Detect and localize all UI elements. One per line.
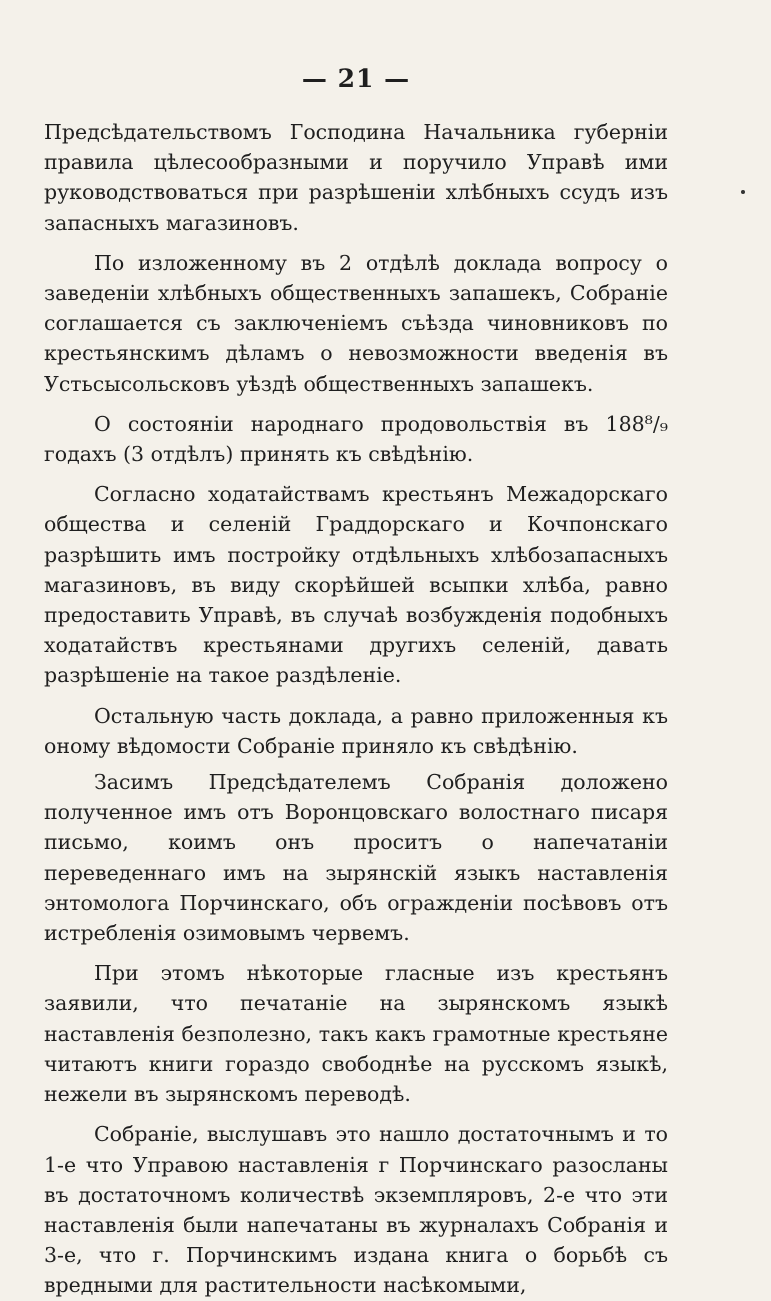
paragraph-2: По изложенному въ 2 отдѣлѣ доклада вопросу о заведеніи хлѣбныхъ общественныхъ запашекъ, Собраніе соглашается съ заключеніемъ съѣзда чиновниковъ по крестьянскимъ дѣламъ о невозможности введенія въ Устьсысольсковъ уѣздѣ общественныхъ запашекъ. [44,250,668,396]
paragraph-4: Согласно ходатайствамъ крестьянъ Межадорскаго общества и селеній Граддорскаго и Кочпонскаго разрѣшить имъ постройку отдѣльныхъ хлѣбозапасныхъ магазиновъ, въ виду скорѣйшей всыпки хлѣба, равно предоставить Управѣ, въ случаѣ возбужденія подобныхъ ходатайствъ крестьянами другихъ селеній, давать разрѣшеніе на такое раздѣленіе. [44,482,668,688]
page-number: — 21 — [301,64,411,93]
stray-mark [741,190,745,194]
paragraph-6: Засимъ Предсѣдателемъ Собранія доложено полученное имъ отъ Воронцовскаго волостнаго писаря письмо, коимъ онъ проситъ о напечатаніи переведеннаго имъ на зырянскій языкъ наставленія энтомолога Порчинскаго, объ огражденіи посѣвовъ отъ истребленія озимовымъ червемъ. [44,770,668,946]
paragraph-3: О состояніи народнаго продовольствія въ 188⁸/₉ годахъ (3 отдѣлъ) принять къ свѣдѣнію. [44,411,668,467]
paragraph-8: Собраніе, выслушавъ это нашло достаточнымъ и то 1-е что Управою наставленія г Порчинскаго разосланы въ достаточномъ количествѣ экземпляровъ, 2-е что эти наставленія были напечатаны въ журналахъ Собранія и 3-е, что г. Порчинскимъ издана книга о борьбѣ съ вредными для растительности насѣкомыми, [44,1122,668,1298]
paragraph-7: При этомъ нѣкоторые гласные изъ крестьянъ заявили, что печатаніе на зырянскомъ языкѣ наставленія безполезно, такъ какъ грамотные крестьяне читаютъ книги гораздо свободнѣе на русскомъ языкѣ, нежели въ зырянскомъ переводѣ. [44,961,668,1107]
document-page [44,64,668,1301]
paragraph-5: Остальную часть доклада, а равно приложенныя къ оному вѣдомости Собраніе приняло къ свѣдѣнію. [44,703,668,758]
paragraph-1: Предсѣдательствомъ Господина Начальника губерніи правила цѣлесообразными и поручило Управѣ ими руководствоваться при разрѣшеніи хлѣбныхъ ссудъ изъ запасныхъ магазиновъ. [44,120,668,235]
